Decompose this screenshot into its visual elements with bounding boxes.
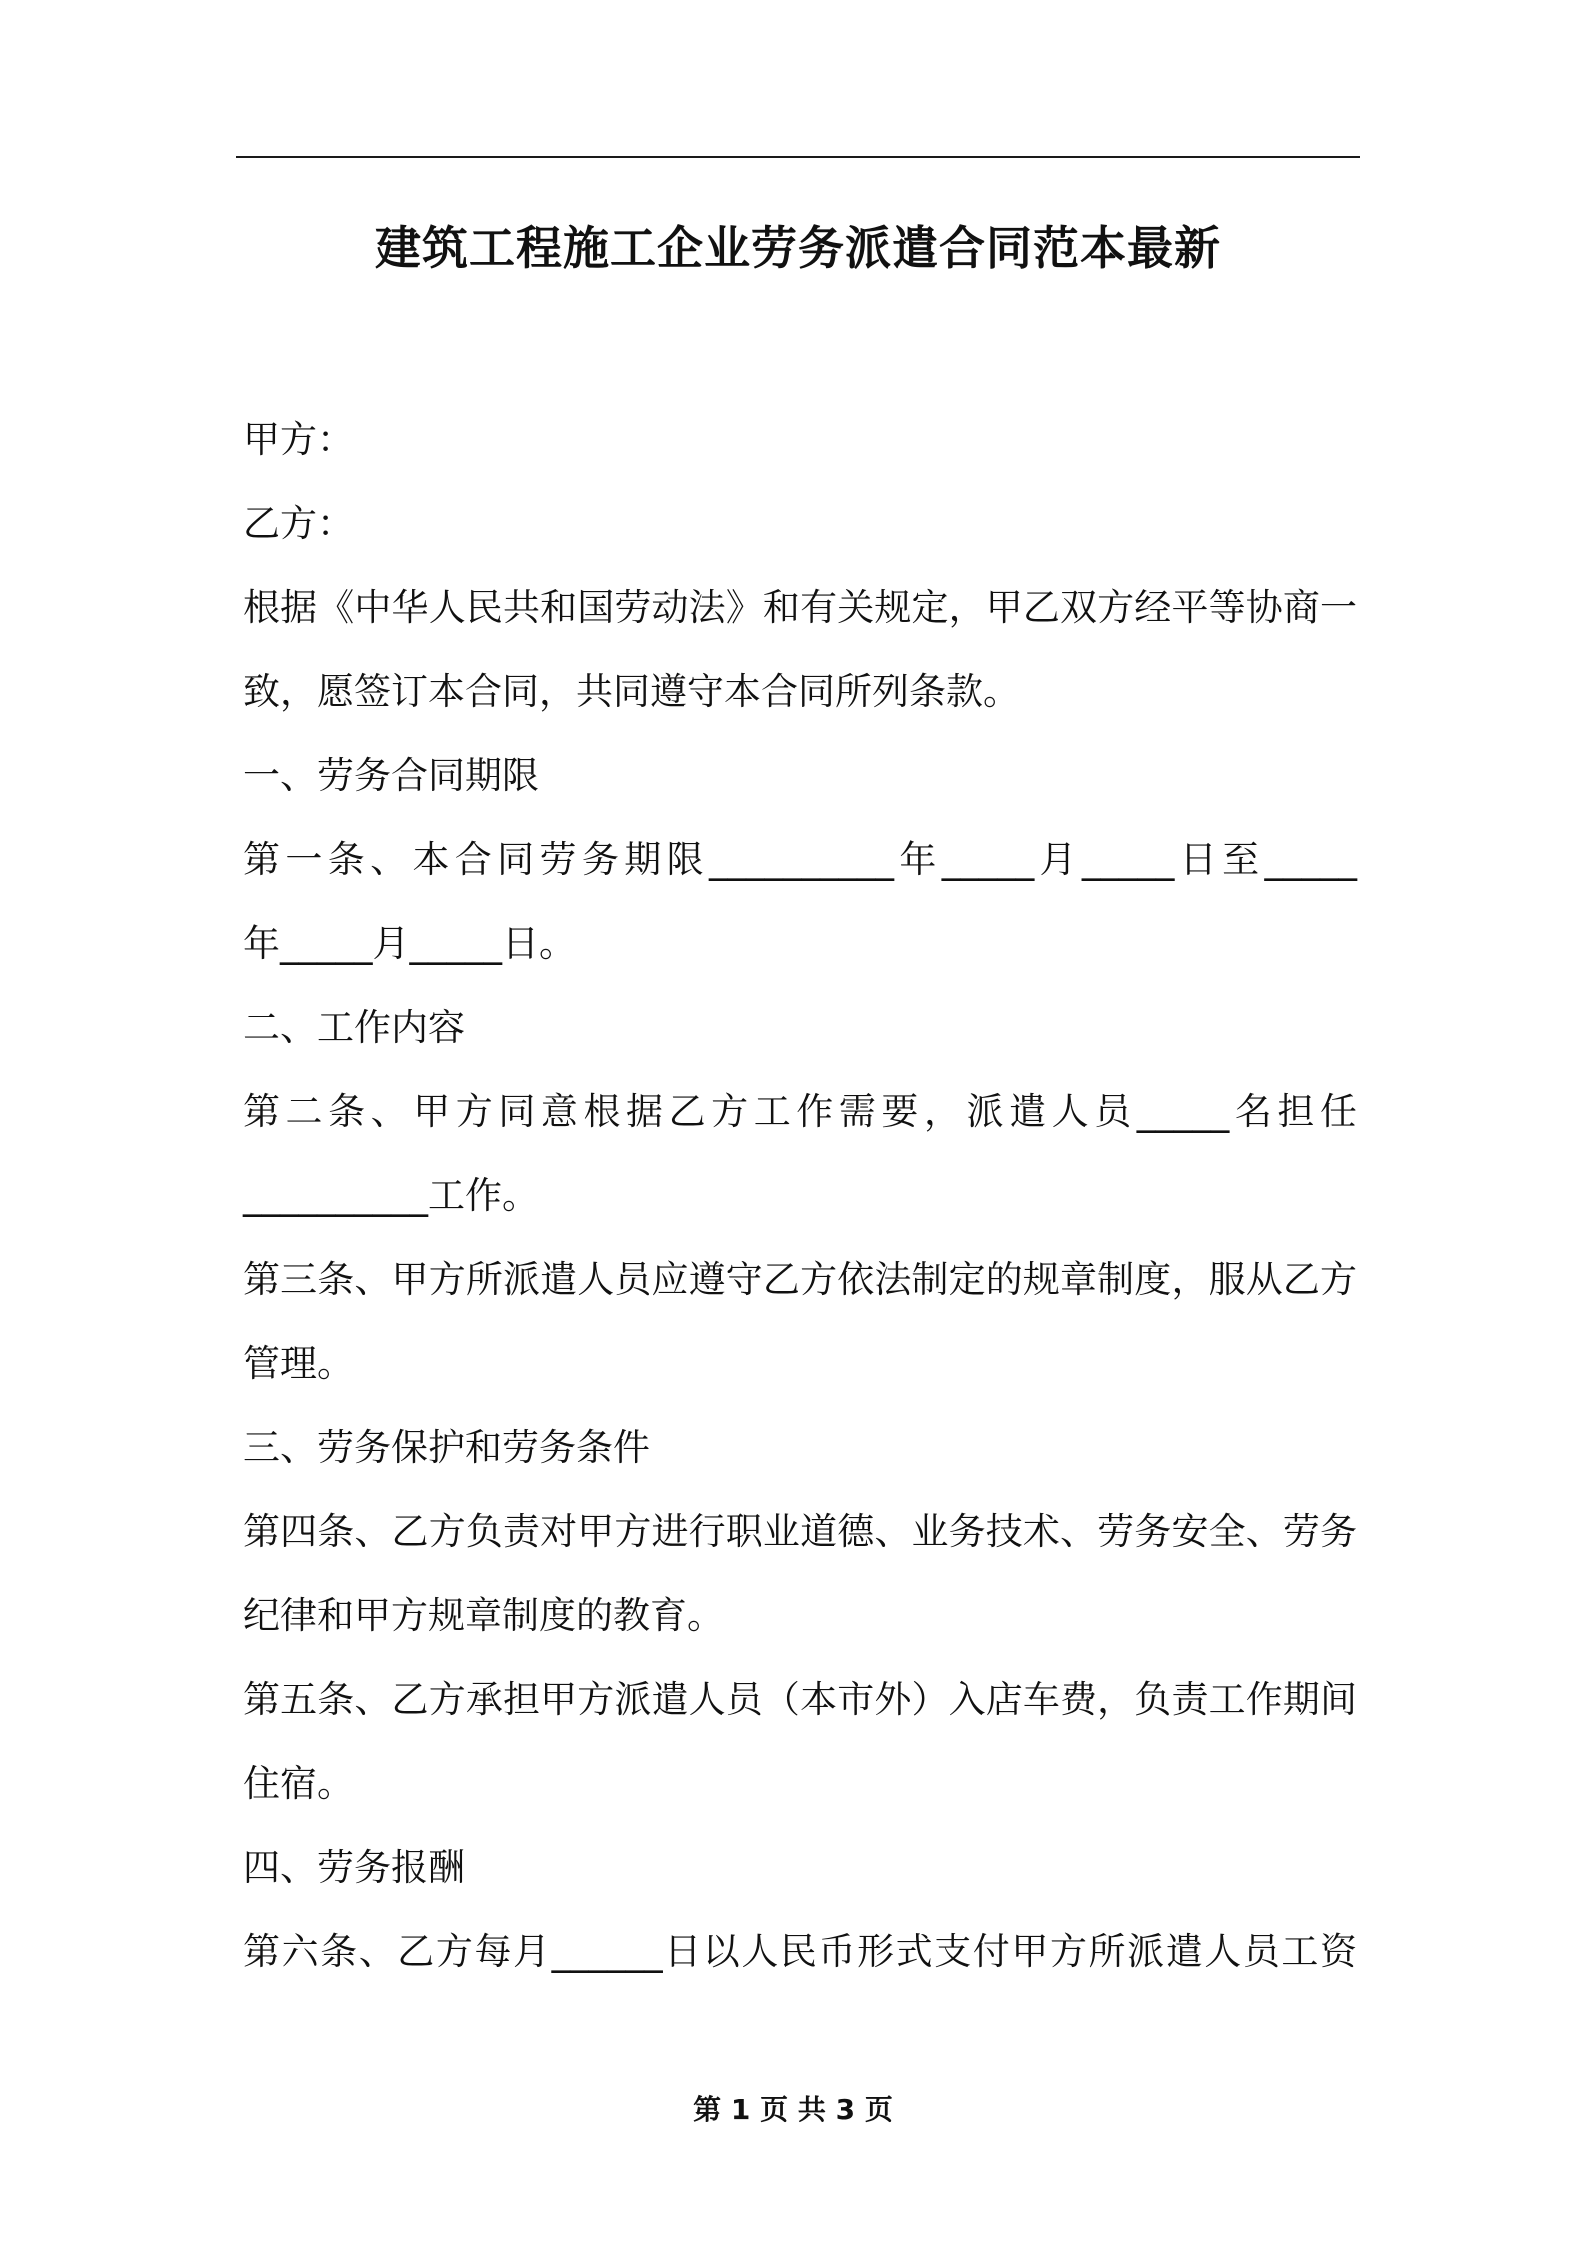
article-4-line-2: 纪律和甲方规章制度的教育。	[243, 1594, 724, 1637]
section-heading-4: 四、劳务报酬	[243, 1846, 465, 1889]
section-heading-2: 二、工作内容	[243, 1006, 465, 1049]
article-3-line-2: 管理。	[243, 1342, 354, 1385]
document-body	[243, 398, 1357, 1994]
section-heading-1: 一、劳务合同期限	[243, 754, 539, 797]
article-1-line-2: 年_____月_____日。	[243, 922, 576, 965]
header-divider	[236, 156, 1360, 158]
section-heading-3: 三、劳务保护和劳务条件	[243, 1426, 650, 1469]
article-5-line-2: 住宿。	[243, 1762, 354, 1805]
party-a-label: 甲方：	[243, 418, 354, 461]
article-2-line-1: 第二条、甲方同意根据乙方工作需要，派遣人员_____名担任	[243, 1090, 1357, 1133]
party-b-label: 乙方：	[243, 502, 354, 545]
preamble-line-1: 根据《中华人民共和国劳动法》和有关规定，甲乙双方经平等协商一	[243, 586, 1357, 629]
page-footer: 第 1 页 共 3 页	[693, 2093, 893, 2126]
article-2-line-2: __________工作。	[243, 1174, 539, 1217]
preamble-line-2: 致，愿签订本合同，共同遵守本合同所列条款。	[243, 670, 1020, 713]
document-title: 建筑工程施工企业劳务派遣合同范本最新	[375, 221, 1221, 275]
article-5-line-1: 第五条、乙方承担甲方派遣人员（本市外）入店车费，负责工作期间	[243, 1678, 1357, 1721]
article-6-line-1: 第六条、乙方每月______日以人民币形式支付甲方所派遣人员工资	[243, 1930, 1357, 1973]
article-1-line-1: 第一条、本合同劳务期限__________年_____月_____日至_____	[243, 838, 1357, 881]
article-3-line-1: 第三条、甲方所派遣人员应遵守乙方依法制定的规章制度，服从乙方	[243, 1258, 1357, 1301]
article-4-line-1: 第四条、乙方负责对甲方进行职业道德、业务技术、劳务安全、劳务	[243, 1510, 1357, 1553]
